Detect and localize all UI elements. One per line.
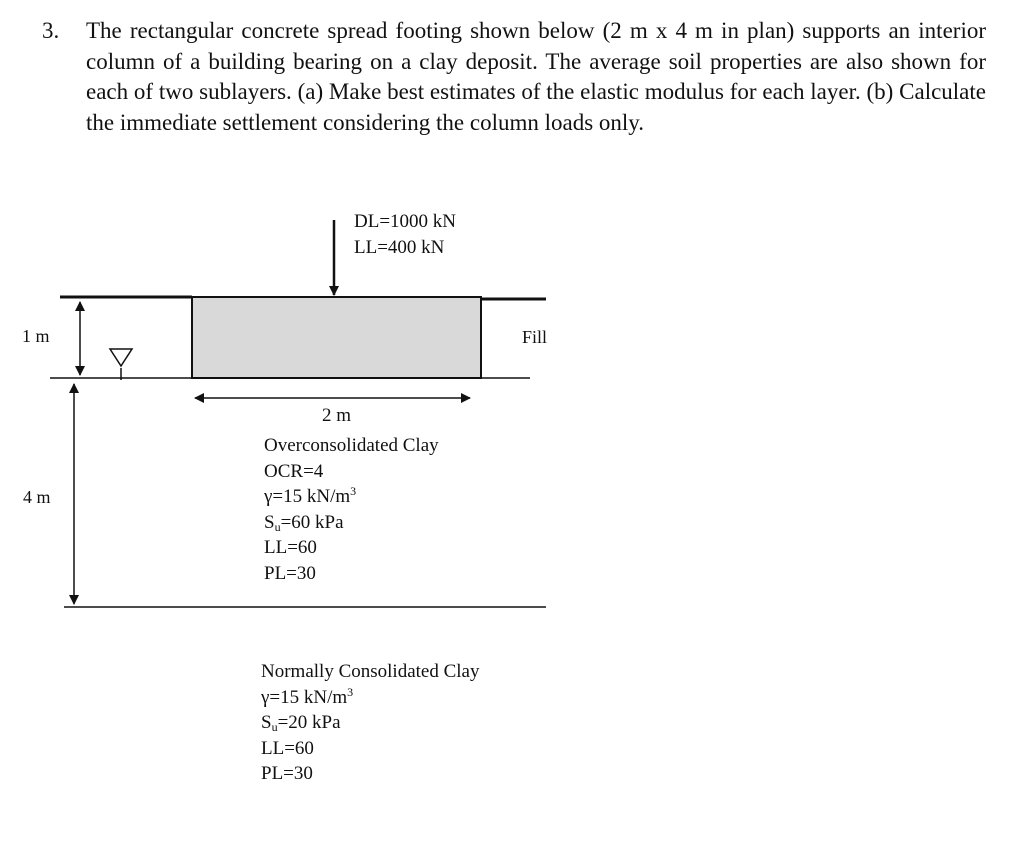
upper-layer-ocr: OCR=4 — [264, 460, 324, 482]
upper-layer-plastic-limit: PL=30 — [264, 562, 316, 584]
water-table-icon — [110, 349, 132, 380]
lower-layer-plastic-limit: PL=30 — [261, 763, 313, 784]
width-label-2m: 2 m — [322, 405, 352, 426]
upper-layer-title: Overconsolidated Clay — [264, 435, 439, 456]
concrete-footing — [192, 297, 481, 378]
upper-layer-undrained-strength: $S_u=60$ kPa — [264, 511, 344, 534]
lower-layer-title: Normally Consolidated Clay — [261, 661, 480, 682]
depth-label-4m: 4 m — [23, 487, 51, 507]
fill-label: Fill — [522, 327, 548, 347]
problem-text: The rectangular concrete spread footing shown below (2 m x 4 m in plan) supports an interior column of a building bearing on a clay deposit. The average soil properties are also shown for each of two sublayers. (a) Make best estimates of the elastic modulus for each layer. (b) Calculate the immediate settlement considering the column loads only. — [86, 18, 986, 135]
depth-label-1m: 1 m — [22, 326, 50, 346]
lower-layer-liquid-limit: LL=60 — [261, 737, 314, 759]
lower-layer-properties — [261, 659, 479, 787]
live-load-label: LL=400 kN — [354, 237, 445, 258]
upper-layer-liquid-limit: LL=60 — [264, 537, 317, 558]
upper-layer-unit-weight: γ=15 $kN/m^3$ — [264, 484, 357, 507]
lower-layer-undrained-strength: $S_u=20$ kPa — [261, 712, 341, 734]
problem-number: 3. — [42, 18, 60, 43]
dead-load-label: DL=1000 kN — [354, 211, 457, 232]
upper-layer-properties — [264, 433, 439, 586]
lower-layer-unit-weight: γ=15 $kN/m^3$ — [261, 684, 354, 708]
